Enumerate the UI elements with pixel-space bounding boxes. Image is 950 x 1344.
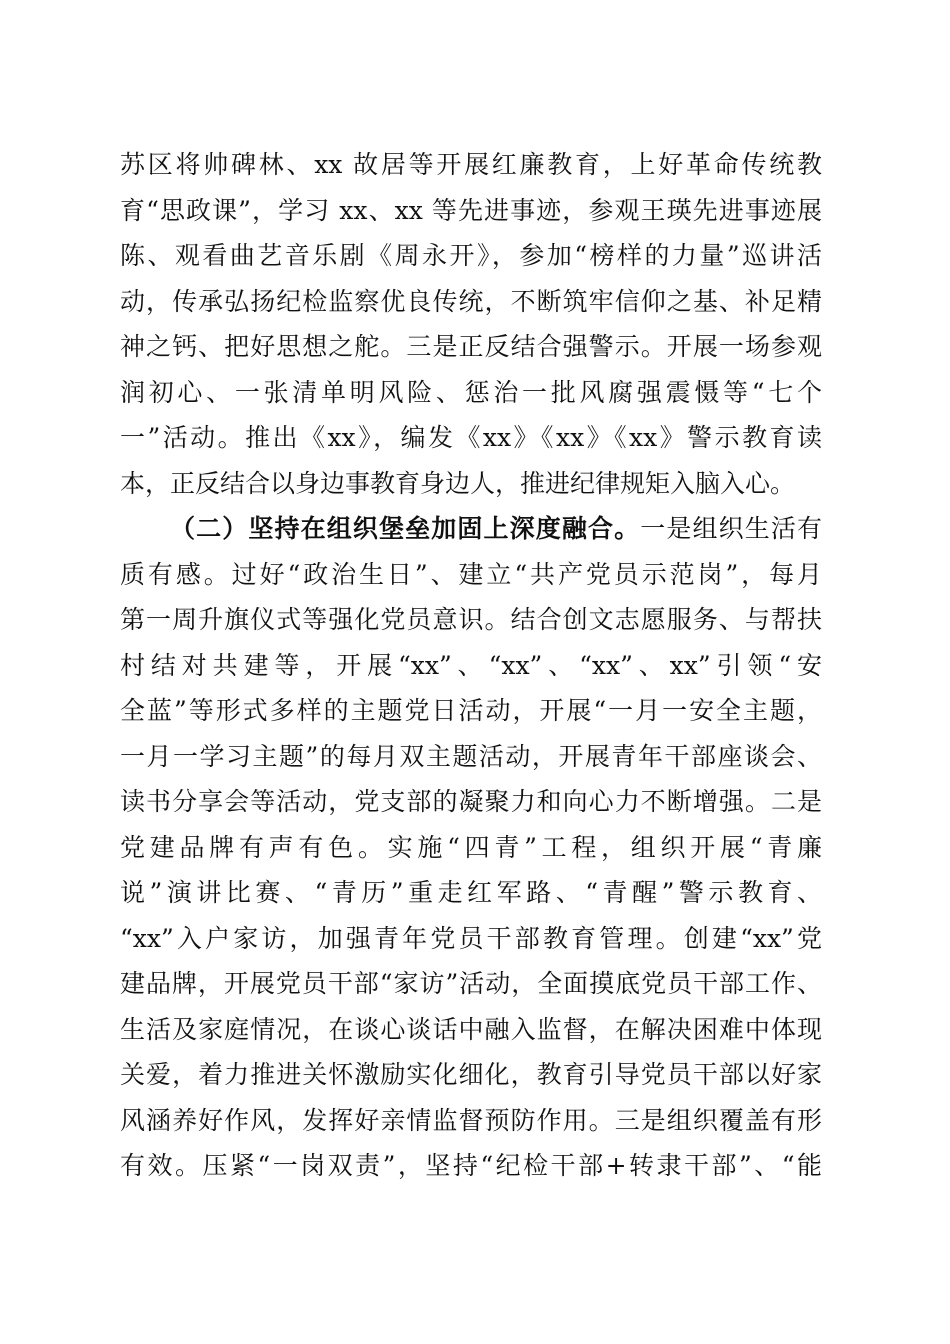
text-line: 质有感。过好“政治生日”、建立“共产党员示范岗”，每月 [120, 559, 822, 589]
text-line: “xx”入户家访，加强青年党员干部教育管理。创建“xx”党 [120, 923, 822, 953]
text-line: 动，传承弘扬纪检监察优良传统，不断筑牢信仰之基、补足精 [120, 286, 822, 316]
text-line: 全蓝”等形式多样的主题党日活动，开展“一月一安全主题， [120, 696, 822, 725]
text-line: 一月一学习主题”的每月双主题活动，开展青年干部座谈会、 [120, 741, 822, 771]
text-line: 风涵养好作风，发挥好亲情监督预防作用。三是组织覆盖有形 [120, 1105, 822, 1135]
text-line: 润初心、一张清单明风险、惩治一批风腐强震慑等“七个 [120, 377, 822, 407]
text-line: 苏区将帅碑林、xx 故居等开展红廉教育，上好革命传统教 [120, 150, 822, 179]
text-line: 读书分享会等活动，党支部的凝聚力和向心力不断增强。二是 [120, 787, 822, 816]
text-line: 有效。压紧“一岗双责”，坚持“纪检干部+转隶干部”、“能 [120, 1151, 822, 1180]
text-line: 关爱，着力推进关怀激励实化细化，教育引导党员干部以好家 [120, 1060, 822, 1089]
text-line: 说”演讲比赛、“青历”重走红军路、“青醒”警示教育、 [120, 878, 822, 907]
text-line: 育“思政课”，学习 xx、xx 等先进事迹，参观王瑛先进事迹展 [120, 195, 822, 225]
text-line: 村结对共建等，开展“xx”、“xx”、“xx”、xx”引领“安 [120, 650, 822, 680]
section-heading: （二）坚持在组织堡垒加固上深度融合。 [170, 514, 641, 543]
text-line: 党建品牌有声有色。实施“四青”工程，组织开展“青廉 [120, 832, 822, 862]
text-line: 建品牌，开展党员干部“家访”活动，全面摸底党员干部工作、 [120, 969, 822, 998]
text-line: 陈、观看曲艺音乐剧《周永开》，参加“榜样的力量”巡讲活 [120, 241, 822, 270]
text-line: 神之钙、把好思想之舵。三是正反结合强警示。开展一场参观 [120, 332, 822, 361]
paragraph-2 [120, 506, 822, 1189]
paragraph-2-first-line [120, 506, 822, 552]
paragraph-1 [120, 142, 822, 506]
text-line: 本，正反结合以身边事教育身边人，推进纪律规矩入脑入心。 [120, 468, 796, 498]
text-line: 一”活动。推出《xx》，编发《xx》《xx》《xx》警示教育读 [120, 423, 822, 452]
text-line: 第一周升旗仪式等强化党员意识。结合创文志愿服务、与帮扶 [120, 605, 822, 634]
document-page [120, 142, 822, 1189]
text-line: 生活及家庭情况，在谈心谈话中融入监督，在解决困难中体现 [120, 1014, 822, 1044]
text-run: 一是组织生活有 [640, 514, 822, 543]
